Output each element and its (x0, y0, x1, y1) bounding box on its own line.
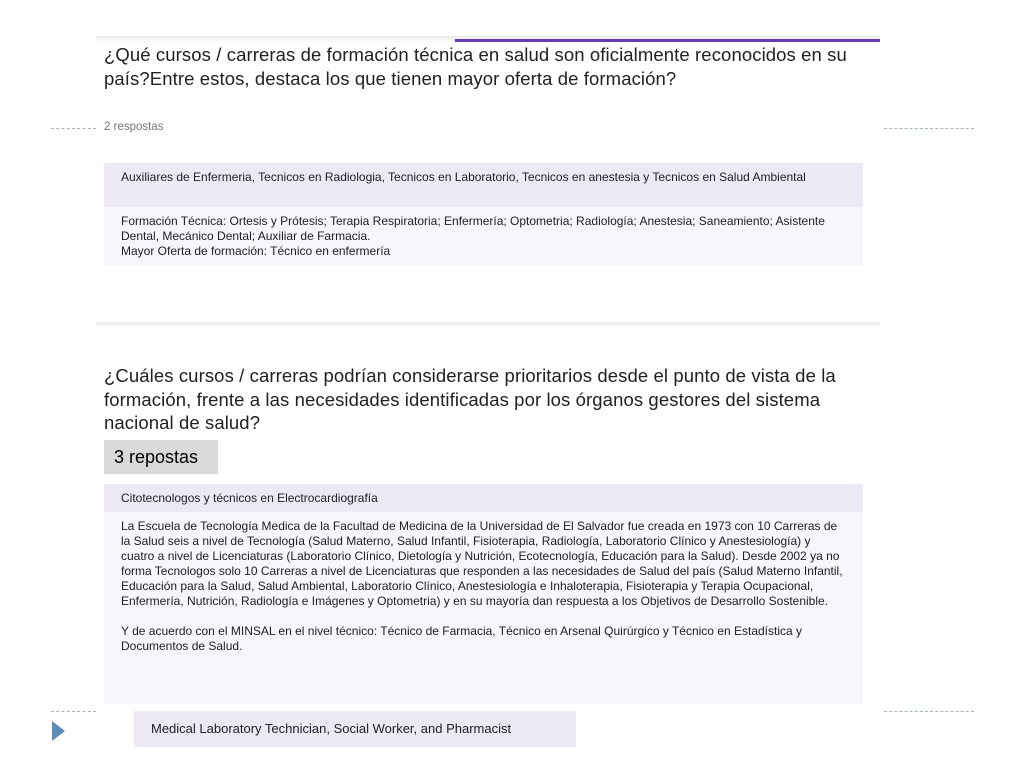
question-2-title: ¿Cuáles cursos / carreras podrían considerarse prioritarios desde el punto de vista de la formación, frente a las necesidades identificadas por los órganos gestores del sistema nacional de salud? (104, 365, 836, 433)
response-item (104, 512, 863, 704)
response-text: Formación Técnica: Ortesis y Prótesis; Terapia Respiratoria; Enfermería; Optometria; Radiología; Anestesia; Saneamiento; Asistente Dental, Mecánico Dental; Auxiliar de Farmacia. (121, 214, 825, 243)
response-text: La Escuela de Tecnología Medica de la Facultad de Medicina de la Universidad de El Salvador fue creada en 1973 con 10 Carreras de la Salud seis a nivel de Tecnología (Salud Materno, Salud Infantil, Fisioterapia, Radiología, Laboratorio Clínico y Anestesiología) y cuatro a nivel de Licenciaturas (Laboratorio Clínico, Dietología y Nutrición, Ecotecnología, Educación para la Salud). Desde 2002 ya no forma Tecnologos solo 10 Carreras a nivel de Licenciaturas que responden a las necesidades de Salud del país (Salud Materno Infantil, Educación para la Salud, Salud Ambiental, Laboratorio Clínico, Anestesiología e Inhaloterapia, Fisioterapia y Terapia Ocupacional, Enfermería, Nutrición, Radiología e Imágenes y Optometria) y en su mayoría dan respuesta a los Objetivos de Desarrollo Sostenible. (121, 519, 843, 608)
response-text: Y de acuerdo con el MINSAL en el nivel técnico: Técnico de Farmacia, Técnico en Arsenal Quirúrgico y Técnico en Estadística y Documentos de Salud. (121, 624, 803, 653)
slide-divider-left (51, 128, 96, 129)
response-text: Auxiliares de Enfermeria, Tecnicos en Radiologia, Tecnicos en Laboratorio, Tecnicos en anestesia y Tecnicos en Salud Ambiental (121, 170, 806, 184)
form-accent-bar (455, 39, 880, 42)
question-1-response-count: 2 respostas (104, 121, 164, 133)
triangle-arrow-icon (52, 721, 65, 741)
response-text: Citotecnologos y técnicos en Electrocardiografía (121, 491, 378, 505)
slide-divider-right (884, 128, 974, 129)
slide-divider-bottom-right (884, 711, 974, 712)
response-item (104, 207, 863, 266)
response-item (104, 163, 863, 207)
slide-divider-bottom-left (51, 711, 96, 712)
card-separator (96, 322, 880, 328)
extra-response-box: Medical Laboratory Technician, Social Worker, and Pharmacist (134, 711, 576, 747)
response-text: Mayor Oferta de formación: Técnico en enfermería (121, 244, 391, 258)
question-2-response-count: 3 repostas (104, 440, 218, 474)
response-item (104, 484, 863, 512)
question-1-title: ¿Qué cursos / carreras de formación técnica en salud son oficialmente reconocidos en su país?Entre estos, destaca los que tienen mayor oferta de formación? (104, 44, 847, 89)
